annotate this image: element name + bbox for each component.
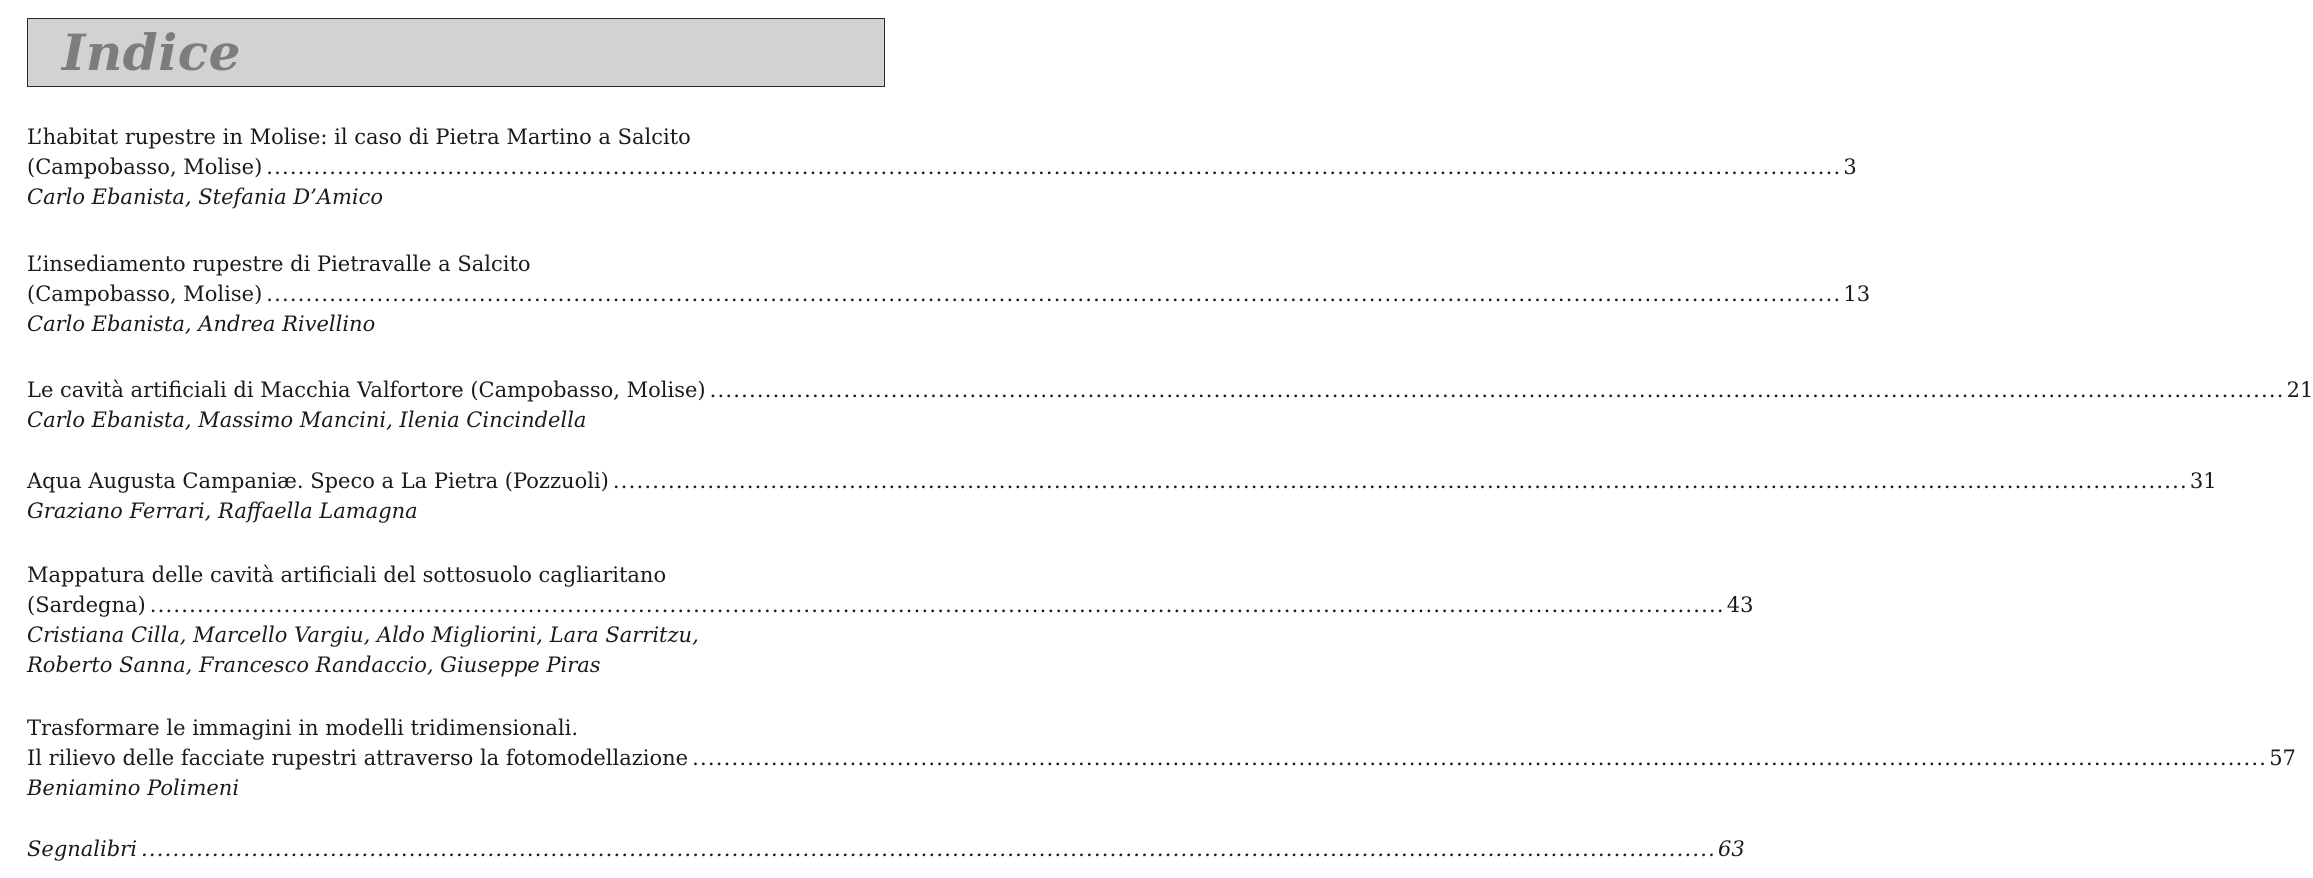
dot-leader: ........................................................................................................................................................................................................ (612, 469, 2188, 493)
dot-leader: ........................................................................................................................................................................................................ (149, 593, 1725, 617)
entry-authors: Carlo Ebanista, Andrea Rivellino (27, 312, 376, 336)
dot-leader: ........................................................................................................................................................................................................ (140, 837, 1716, 861)
entry-title-line: Segnalibri (27, 837, 137, 861)
entry-title-line: Trasformare le immagini in modelli tridimensionali. (27, 716, 579, 740)
entry-title-line: Il rilievo delle facciate rupestri attraverso la fotomodellazione (27, 746, 689, 770)
entry-leader-line (27, 590, 1754, 620)
page-number: 63 (1718, 837, 1745, 861)
page-number: 43 (1726, 593, 1754, 617)
entry-authors: Graziano Ferrari, Raffaella Lamagna (27, 499, 418, 523)
entry-leader-line (27, 279, 1871, 309)
index-title-box (27, 18, 885, 87)
entry-authors: Carlo Ebanista, Massimo Mancini, Ilenia Cincindella (27, 408, 587, 432)
entry-title-line: (Sardegna) (27, 593, 146, 617)
entry-leader-line (27, 743, 2296, 773)
entry-title-line: Mappatura delle cavità artificiali del sottosuolo cagliaritano (27, 563, 667, 587)
page-number: 3 (1843, 155, 1857, 179)
toc-entry[interactable] (27, 834, 1745, 864)
page-number: 57 (2269, 746, 2296, 770)
dot-leader: ........................................................................................................................................................................................................ (266, 155, 1842, 179)
toc-entry[interactable] (27, 375, 2313, 435)
entry-title-line: L’insediamento rupestre di Pietravalle a Salcito (27, 252, 531, 276)
toc-entry[interactable] (27, 466, 2217, 526)
toc-entry[interactable] (27, 249, 1871, 339)
entry-leader-line (27, 152, 1857, 182)
dot-leader: ........................................................................................................................................................................................................ (692, 746, 2268, 770)
entry-leader-line (27, 834, 1745, 864)
page-number: 13 (1843, 282, 1871, 306)
entry-authors: Carlo Ebanista, Stefania D’Amico (27, 185, 383, 209)
toc-entry[interactable] (27, 560, 1754, 680)
dot-leader: ........................................................................................................................................................................................................ (266, 282, 1842, 306)
entry-authors: Cristiana Cilla, Marcello Vargiu, Aldo Migliorini, Lara Sarritzu, (27, 623, 699, 647)
page-number: 31 (2189, 469, 2217, 493)
dot-leader: ........................................................................................................................................................................................................ (709, 378, 2285, 402)
entry-title-line: L’habitat rupestre in Molise: il caso di Pietra Martino a Salcito (27, 125, 691, 149)
entry-title-line: (Campobasso, Molise) (27, 282, 263, 306)
entry-authors: Beniamino Polimeni (27, 776, 240, 800)
entry-leader-line (27, 375, 2313, 405)
index-title: Indice (62, 23, 241, 82)
entry-title-line: Le cavità artificiali di Macchia Valfortore (Campobasso, Molise) (27, 378, 706, 402)
entry-authors: Roberto Sanna, Francesco Randaccio, Giuseppe Piras (27, 653, 601, 677)
entry-title-line: Aqua Augusta Campaniæ. Speco a La Pietra (Pozzuoli) (27, 469, 609, 493)
toc-entry[interactable] (27, 122, 1857, 212)
toc-entry[interactable] (27, 713, 2296, 803)
entry-title-line: (Campobasso, Molise) (27, 155, 263, 179)
page-number: 21 (2286, 378, 2313, 402)
entry-leader-line (27, 466, 2217, 496)
